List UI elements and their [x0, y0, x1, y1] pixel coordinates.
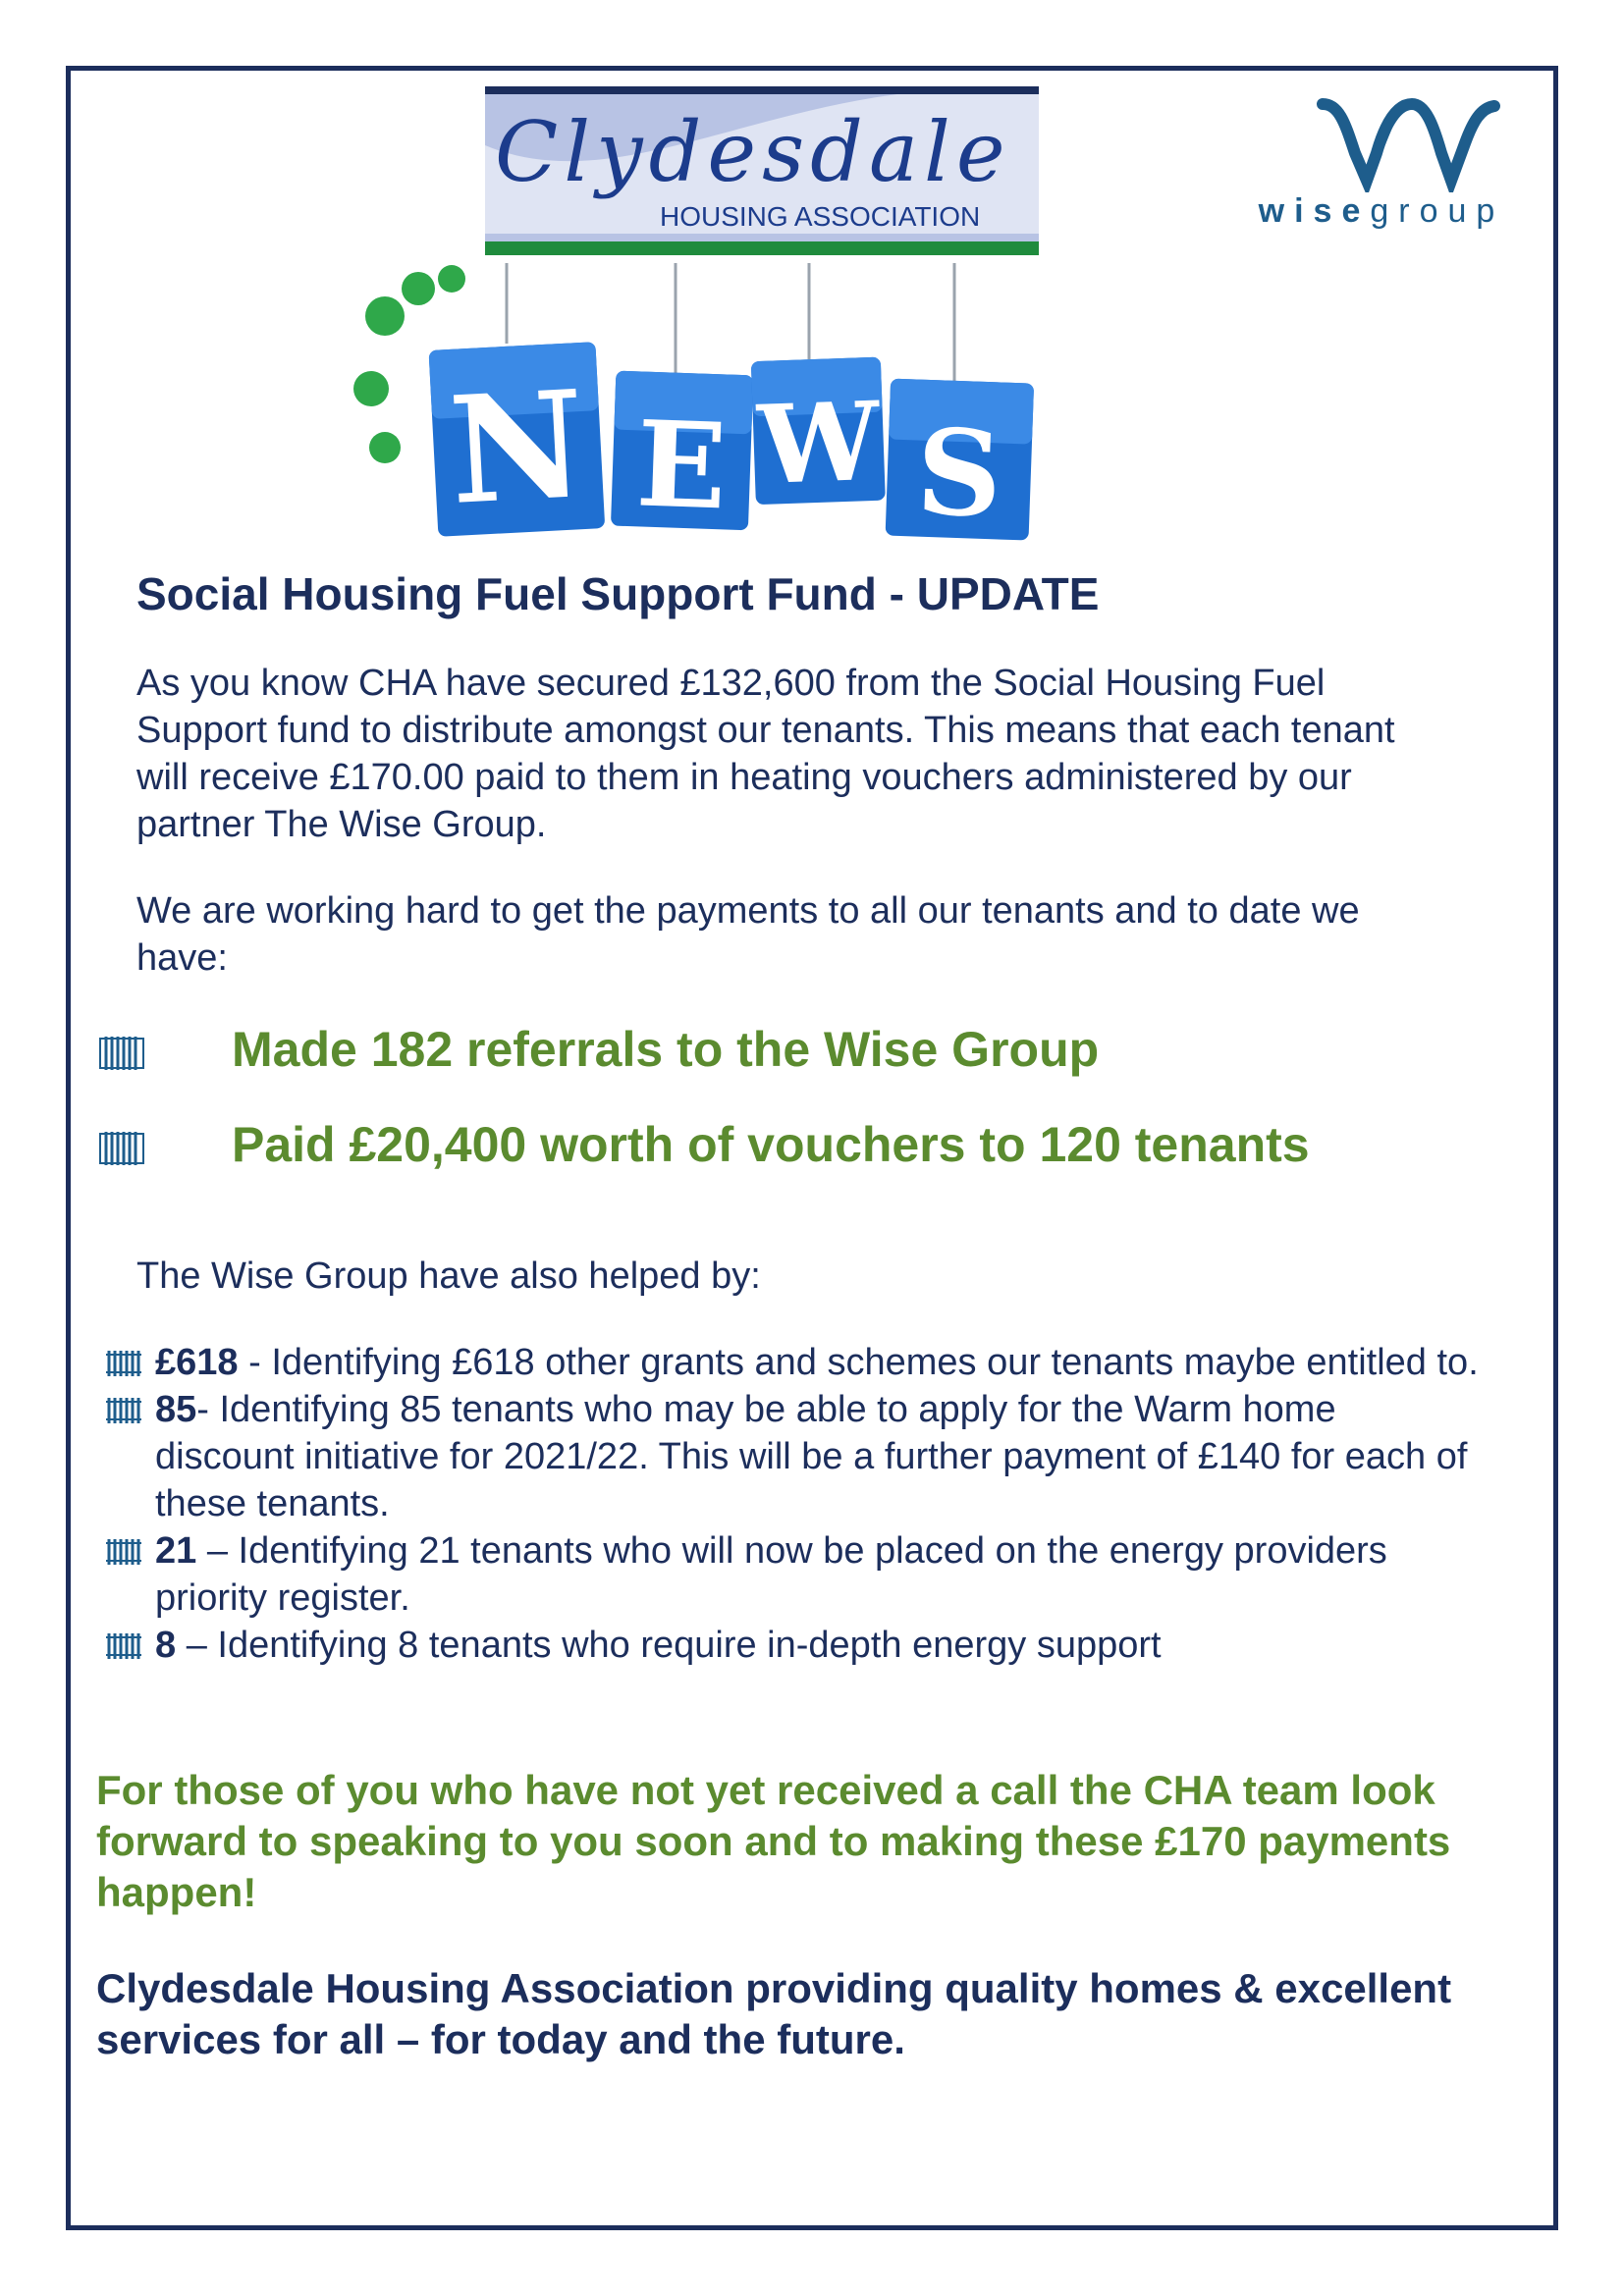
- highlight-text: Made 182 referrals to the Wise Group: [232, 1022, 1100, 1077]
- wise-group-wordmark: wisegroup: [1258, 192, 1505, 230]
- radiator-icon: [104, 1537, 143, 1567]
- wise-group-logo: [1229, 94, 1534, 232]
- progress-paragraph: We are working hard to get the payments to all our tenants and to date we have:: [136, 890, 1360, 979]
- highlight-text: Paid £20,400 worth of vouchers to 120 tenants: [232, 1117, 1310, 1172]
- radiator-icon: [98, 1033, 145, 1072]
- news-letter-w: W: [755, 377, 882, 509]
- news-letter-n: N: [445, 357, 589, 538]
- list-item: 85- Identifying 85 tenants who may be able to apply for the Warm home discount initiative for 2021/22. This will be a further payment of £140 for each of these tenants.: [104, 1386, 1479, 1527]
- radiator-icon: [98, 1128, 145, 1167]
- page-title: Social Housing Fuel Support Fund - UPDATE: [136, 568, 1100, 619]
- radiator-icon: [104, 1349, 143, 1378]
- news-letter-s: S: [914, 402, 1004, 545]
- radiator-icon: [104, 1631, 143, 1661]
- radiator-icon: [104, 1396, 143, 1425]
- clydesdale-script: Clydesdale: [495, 104, 1011, 200]
- also-helped-paragraph: The Wise Group have also helped by:: [136, 1255, 761, 1297]
- wise-w-icon: [1229, 94, 1534, 192]
- closing-tagline: Clydesdale Housing Association providing quality homes & excellent services for all – for today and the future.: [96, 1965, 1452, 2062]
- news-letter-e: E: [633, 395, 730, 537]
- help-list: [104, 1339, 1479, 1669]
- intro-paragraph: As you know CHA have secured £132,600 from the Social Housing Fuel Support fund to distribute amongst our tenants. This means that each tenant will receive £170.00 paid to them in heating vouchers administered by our partner The Wise Group.: [136, 663, 1395, 845]
- closing-call-message: For those of you who have not yet received a call the CHA team look forward to speaking to you soon and to making these £170 payments happen!: [96, 1767, 1451, 1915]
- list-item: £618 - Identifying £618 other grants and schemes our tenants maybe entitled to.: [104, 1339, 1479, 1386]
- list-item: 21 – Identifying 21 tenants who will now be placed on the energy providers priority register.: [104, 1527, 1479, 1622]
- clydesdale-logo: [485, 86, 1039, 263]
- clydesdale-subtitle: HOUSING ASSOCIATION: [660, 201, 981, 232]
- news-banner: [340, 263, 1039, 550]
- list-item: 8 – Identifying 8 tenants who require in-depth energy support: [104, 1622, 1479, 1669]
